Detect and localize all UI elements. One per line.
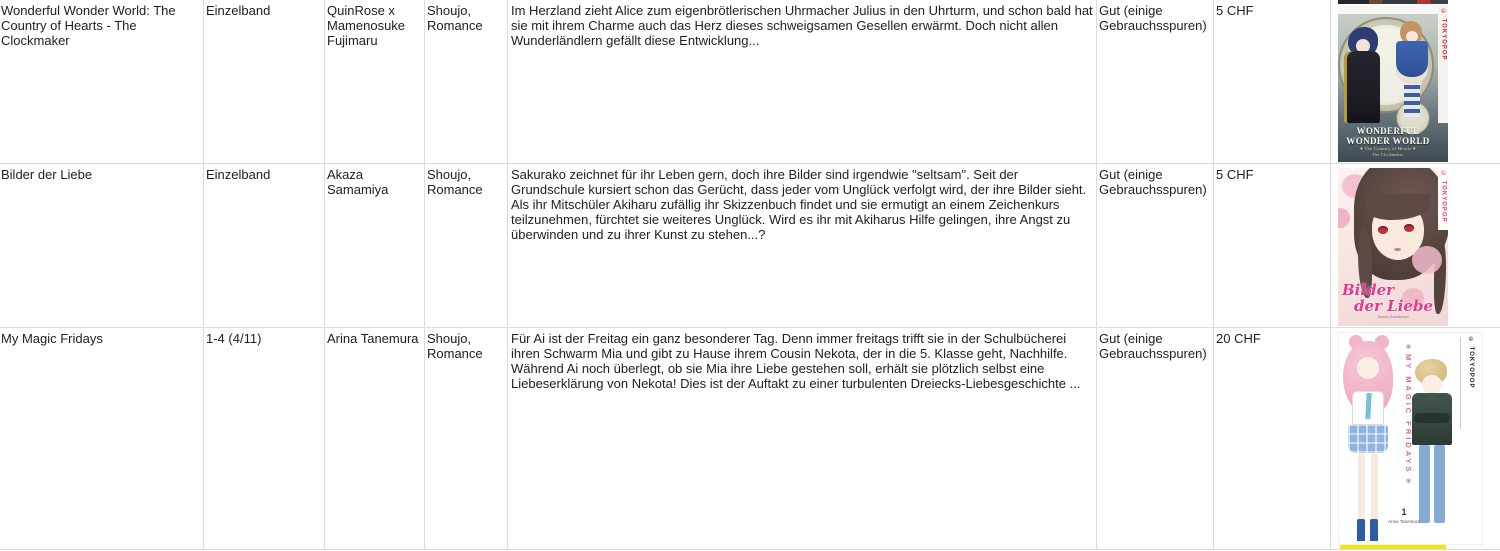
ornament-icon: ❀: [1405, 477, 1412, 485]
cell-author: QuinRose x Mamenosuke Fujimaru: [325, 0, 425, 163]
cell-condition: Gut (einige Gebrauchsspuren): [1097, 328, 1214, 549]
character-mouth-art: [1394, 248, 1401, 251]
cover-subtitle: ♥ The Country of Hearts ♥: [1360, 146, 1416, 151]
cover-top-band: [1338, 5, 1448, 14]
publisher-logo: © TOKYOPOP: [1440, 171, 1447, 223]
character-eye-art: [1404, 224, 1414, 232]
cell-genres: Shoujo, Romance: [425, 0, 508, 163]
cell-title: Wonderful Wonder World: The Country of Hearts - The Clockmaker: [0, 0, 204, 163]
blossom-art: [1338, 208, 1350, 228]
cell-price: 5 CHF: [1214, 0, 1331, 163]
cover-title-line: Bilder: [1342, 281, 1395, 299]
character-body-art: [1344, 51, 1380, 123]
cell-description: Im Herzland zieht Alice zum eigenbrötlerischen Uhrmacher Julius in den Uhrturm, und schon bald hat sie mit ihrem Charme auch das Herz dieses schweigsamen Gesellen erwärmt. Doch nicht allen Wunderländlern gefällt diese Entwicklung...: [508, 0, 1097, 163]
publisher-spine: [1438, 5, 1448, 123]
cell-condition: Gut (einige Gebrauchsspuren): [1097, 0, 1214, 163]
cell-volumes: Einzelband: [204, 164, 325, 327]
cell-cover: [1331, 164, 1500, 327]
girl-plaid-skirt-art: [1348, 425, 1388, 453]
cover-image-my-magic-fridays: [1338, 332, 1483, 545]
cover-title: MY MAGIC FRIDAYS: [1404, 354, 1413, 475]
publisher-spine: [1460, 337, 1478, 429]
ornament-icon: ❀: [1405, 344, 1412, 351]
cell-author: Arina Tanemura: [325, 328, 425, 549]
cover-image-wonderful-wonder-world: [1338, 5, 1448, 162]
boy-crossed-arms-art: [1414, 413, 1450, 423]
cell-description: Sakurako zeichnet für ihr Leben gern, doch ihre Bilder sind irgendwie "seltsam". Seit der Grundschule kursiert schon das Gerücht, dass jeder vom Unglück verfolgt wird, der ihre Bilder sieht. Als ihr Mitschüler Akiharu zufällig ihr Skizzenbuch findet und sie ermutigt an einem Zeichenkurs teilzunehmen, fürchtet sie weiteres Unglück. Wird es ihr mit Akiharus Hilfe gelingen, ihre Angst zu überwinden und zu ihrer Kunst zu stehen...?: [508, 164, 1097, 327]
table-row: [0, 164, 1500, 328]
cell-volumes: 1-4 (4/11): [204, 328, 325, 549]
cell-genres: Shoujo, Romance: [425, 164, 508, 327]
cover-title-line: der Liebe: [1354, 297, 1433, 315]
table-row: [0, 328, 1500, 550]
cell-price: 20 CHF: [1214, 328, 1331, 549]
cover-subtitle: The Clockmaker: [1372, 152, 1404, 157]
table-row: [0, 0, 1500, 164]
cover-title: WONDERFUL WONDER WORLD: [1346, 126, 1430, 146]
cell-condition: Gut (einige Gebrauchsspuren): [1097, 164, 1214, 327]
cell-volumes: Einzelband: [204, 0, 325, 163]
cover-author-credit: Akaza Samamiya: [1377, 314, 1409, 319]
character-eye-art: [1378, 226, 1388, 234]
cover-bottom-yellow-bar: [1340, 545, 1446, 549]
cell-author: Akaza Samamiya: [325, 164, 425, 327]
cover-title-block: [1338, 126, 1438, 157]
cell-cover: [1331, 0, 1500, 163]
cell-description: Für Ai ist der Freitag ein ganz besonderer Tag. Denn immer freitags trifft sie in der Schulbücherei ihren Schwarm Mia und gibt zu Hause ihrem Cousin Nekota, der in die 5. Klasse geht, Nachhilfe. Während Ai noch überlegt, ob sie Mia ihre Liebe gestehen soll, erhält sie plötzlich selbst eine Liebeserklärung von Nekota! Dies ist der Auftakt zu einer turbulenten Dreiecks-Liebesgeschichte ...: [508, 328, 1097, 549]
cover-author-credit: Arina Tanemura: [1388, 519, 1420, 524]
character-stockings-art: [1404, 83, 1420, 117]
girl-face-art: [1357, 357, 1379, 379]
blossom-art: [1412, 246, 1442, 274]
volume-number: 1: [1401, 507, 1407, 517]
cell-price: 5 CHF: [1214, 164, 1331, 327]
previous-cover-edge: [1338, 0, 1448, 4]
publisher-spine: [1438, 168, 1448, 230]
cell-title: Bilder der Liebe: [0, 164, 204, 327]
publisher-logo: © TOKYOPOP: [1440, 9, 1447, 61]
boy-face-art: [1422, 375, 1442, 394]
cell-cover: [1331, 328, 1500, 549]
cover-image-bilder-der-liebe: [1338, 168, 1448, 326]
cover-title-column: [1401, 343, 1416, 523]
cell-title: My Magic Fridays: [0, 328, 204, 549]
cell-genres: Shoujo, Romance: [425, 328, 508, 549]
character-dress-art: [1396, 41, 1428, 83]
publisher-logo: © TOKYOPOP: [1468, 337, 1474, 389]
